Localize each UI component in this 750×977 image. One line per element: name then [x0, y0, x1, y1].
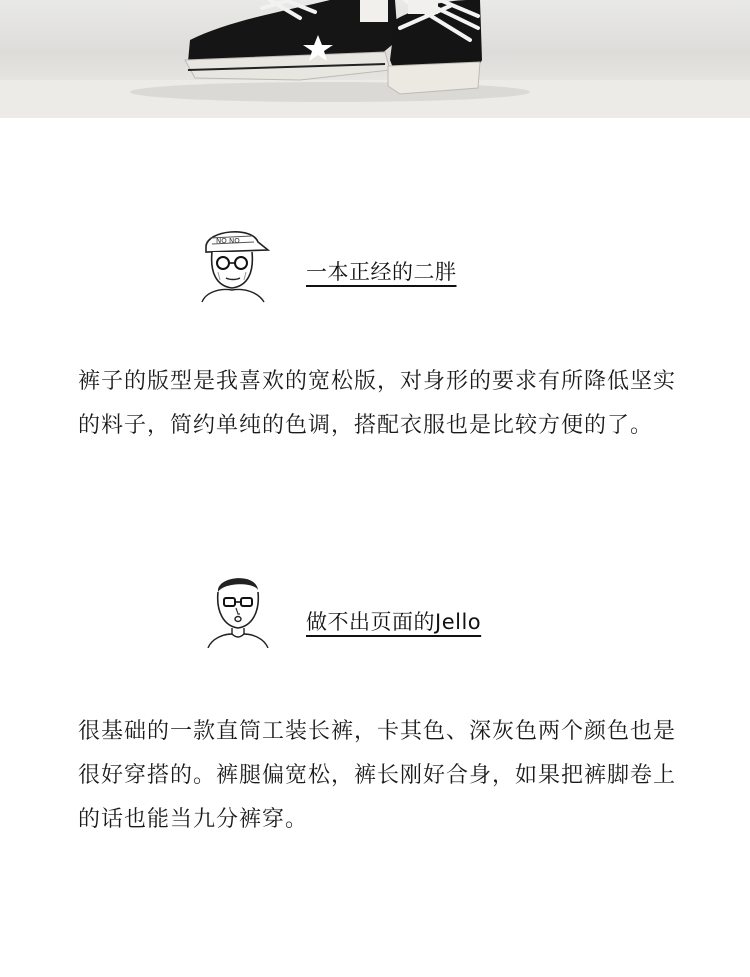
cap-glasses-man-avatar-icon: [196, 224, 272, 304]
reviewer-header-2: [0, 572, 750, 650]
hero-product-photo: [0, 0, 750, 118]
review-text: 很基础的一款直筒工装长裤，卡其色、深灰色两个颜色也是很好穿搭的。裤腿偏宽松，裤长刚好合身，如果把裤脚卷上的话也能当九分裤穿。: [78, 719, 677, 832]
review-text: 裤子的版型是我喜欢的宽松版，对身形的要求有所降低坚实的料子，简约单纯的色调，搭配衣服也是比较方便的了。: [78, 369, 677, 438]
glasses-man-avatar-icon: [206, 572, 270, 648]
reviewer-name[interactable]: 做不出页面的Jello: [306, 610, 482, 634]
svg-text:NO NO: NO NO: [216, 237, 240, 245]
reviewer-header-1: [0, 224, 750, 304]
sneakers-illustration: [0, 0, 750, 118]
reviewer-name[interactable]: 一本正经的二胖: [306, 260, 457, 284]
